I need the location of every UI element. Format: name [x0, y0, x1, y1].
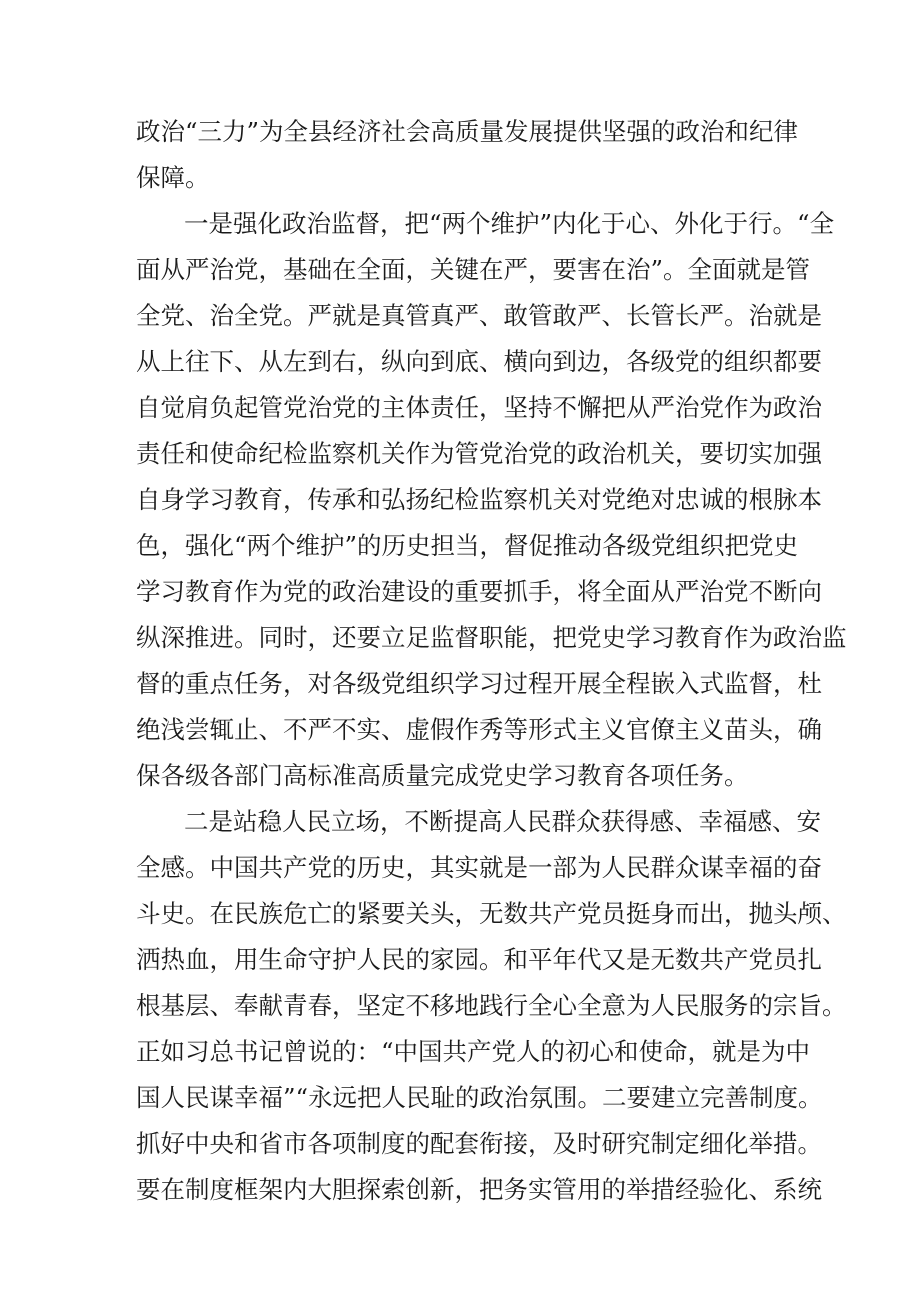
paragraph-line: 保障。 [136, 163, 210, 192]
paragraph-line: 洒热血，用生命守护人民的家园。和平年代又是无数共产党员扎 [136, 945, 822, 974]
paragraph-line: 抓好中央和省市各项制度的配套衔接，及时研究制定细化举措。 [136, 1129, 822, 1158]
paragraph-line: 自身学习教育，传承和弘扬纪检监察机关对党绝对忠诚的根脉本 [136, 485, 822, 514]
paragraph-line: 全感。中国共产党的历史，其实就是一部为人民群众谋幸福的奋 [136, 853, 822, 882]
paragraph-line: 二是站稳人民立场，不断提高人民群众获得感、幸福感、安 [184, 807, 821, 836]
paragraph-line: 政治“三力”为全县经济社会高质量发展提供坚强的政治和纪律 [136, 117, 799, 146]
paragraph-line: 全党、治全党。严就是真管真严、敢管敢严、长管长严。治就是 [136, 301, 822, 330]
paragraph-line: 从上往下、从左到右，纵向到底、横向到边，各级党的组织都要 [136, 347, 822, 376]
paragraph-line: 自觉肩负起管党治党的主体责任，坚持不懈把从严治党作为政治 [136, 393, 822, 422]
paragraph-line: 绝浅尝辄止、不严不实、虚假作秀等形式主义官僚主义苗头，确 [136, 715, 822, 744]
paragraph-line: 保各级各部门高标准高质量完成党史学习教育各项任务。 [136, 761, 749, 790]
paragraph-line: 督的重点任务，对各级党组织学习过程开展全程嵌入式监督，杜 [136, 669, 822, 698]
paragraph-line: 正如习总书记曾说的：“中国共产党人的初心和使命，就是为中 [136, 1037, 811, 1066]
paragraph-line: 纵深推进。同时，还要立足监督职能，把党史学习教育作为政治监 [136, 623, 847, 652]
paragraph-line: 斗史。在民族危亡的紧要关头，无数共产党员挺身而出，抛头颅、 [136, 899, 847, 928]
paragraph-line: 责任和使命纪检监察机关作为管党治党的政治机关，要切实加强 [136, 439, 822, 468]
paragraph-line: 学习教育作为党的政治建设的重要抓手，将全面从严治党不断向 [136, 577, 822, 606]
paragraph-line: 根基层、奉献青春，坚定不移地践行全心全意为人民服务的宗旨。 [136, 991, 847, 1020]
paragraph-line: 面从严治党，基础在全面，关键在严，要害在治”。全面就是管 [136, 255, 811, 284]
paragraph-line: 国人民谋幸福”“永远把人民耻的政治氛围。二要建立完善制度。 [136, 1083, 823, 1112]
paragraph-line: 要在制度框架内大胆探索创新，把务实管用的举措经验化、系统 [136, 1175, 822, 1204]
paragraph-line: 色，强化“两个维护”的历史担当，督促推动各级党组织把党史 [136, 531, 799, 560]
paragraph-line: 一是强化政治监督，把“两个维护”内化于心、外化于行。“全 [184, 209, 835, 238]
